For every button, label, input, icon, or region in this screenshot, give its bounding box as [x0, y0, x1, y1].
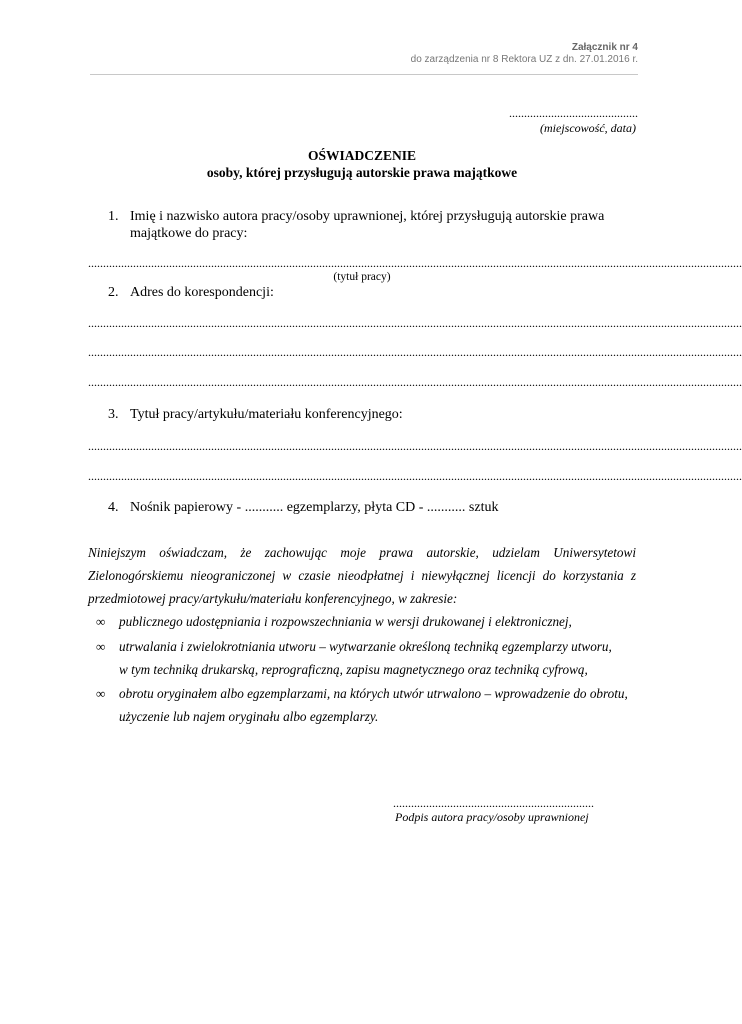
place-date-label: (miejscowość, data) [540, 121, 636, 135]
infinity-bullet-icon: ∞ [96, 614, 106, 629]
infinity-bullet-icon: ∞ [96, 686, 106, 701]
work-title-label: (tytuł pracy) [333, 271, 391, 283]
license-scope-3-line-1: obrotu oryginałem albo egzemplarzami, na których utwór utrwalono – wprowadzenie do obrotu, [119, 686, 628, 701]
item-2-number: 2. [108, 285, 119, 300]
item-1-label-line-2: majątkowe do pracy: [130, 226, 248, 241]
address-field-line-1[interactable]: .......................................................................................................................................................................................................................... [88, 316, 742, 330]
work-title-field-line-1[interactable]: .......................................................................................................................................................................................................................... [88, 439, 742, 453]
license-scope-2-line-2: w tym techniką drukarską, reprograficzną, zapisu magnetycznego oraz techniką cyfrową, [119, 662, 588, 677]
work-title-field-line-2[interactable]: .......................................................................................................................................................................................................................... [88, 469, 742, 483]
infinity-bullet-icon: ∞ [96, 639, 106, 654]
author-name-field[interactable]: .......................................................................................................................................................................................................................... [88, 256, 742, 270]
address-field-line-3[interactable]: .......................................................................................................................................................................................................................... [88, 375, 742, 389]
item-1-number: 1. [108, 209, 119, 224]
item-2-label: Adres do korespondencji: [130, 285, 274, 300]
license-scope-3-line-2: użyczenie lub najem oryginału albo egzemplarzy. [119, 709, 379, 724]
license-scope-1: publicznego udostępniania i rozpowszechniania w wersji drukowanej i elektronicznej, [119, 614, 572, 629]
license-scope-2-line-1: utrwalania i zwielokrotniania utworu – wytwarzanie określoną techniką egzemplarzy utworu, [119, 639, 612, 654]
item-4-label: Nośnik papierowy - ........... egzemplarzy, płyta CD - ........... sztuk [130, 500, 499, 515]
signature-label: Podpis autora pracy/osoby uprawnionej [395, 810, 589, 824]
document-title: OŚWIADCZENIE [307, 148, 417, 163]
place-date-field[interactable]: ........................................... [509, 106, 638, 120]
attachment-label: Załącznik nr 4 [571, 42, 638, 53]
item-3-number: 3. [108, 407, 119, 422]
item-1-label-line-1: Imię i nazwisko autora pracy/osoby uprawnionej, której przysługują autorskie prawa [130, 209, 605, 224]
item-4-number: 4. [108, 500, 119, 515]
header-divider [90, 74, 638, 75]
document-subtitle: osoby, której przysługują autorskie prawa majątkowe [206, 165, 518, 180]
item-3-label: Tytuł pracy/artykułu/materiału konferencyjnego: [130, 407, 403, 422]
regulation-reference: do zarządzenia nr 8 Rektora UZ z dn. 27.01.2016 r. [410, 54, 638, 65]
signature-field[interactable]: ................................................................... [393, 796, 594, 810]
address-field-line-2[interactable]: .......................................................................................................................................................................................................................... [88, 345, 742, 359]
license-statement: Niniejszym oświadczam, że zachowując moje prawa autorskie, udzielam Uniwersytetowi Zielonogórskiemu nieograniczonej w czasie nieodpłatnej i niewyłącznej licencji do korzystania z przedmiotowej pracy/artykułu/materiału konferencyjnego, w zakresie: [88, 545, 636, 607]
